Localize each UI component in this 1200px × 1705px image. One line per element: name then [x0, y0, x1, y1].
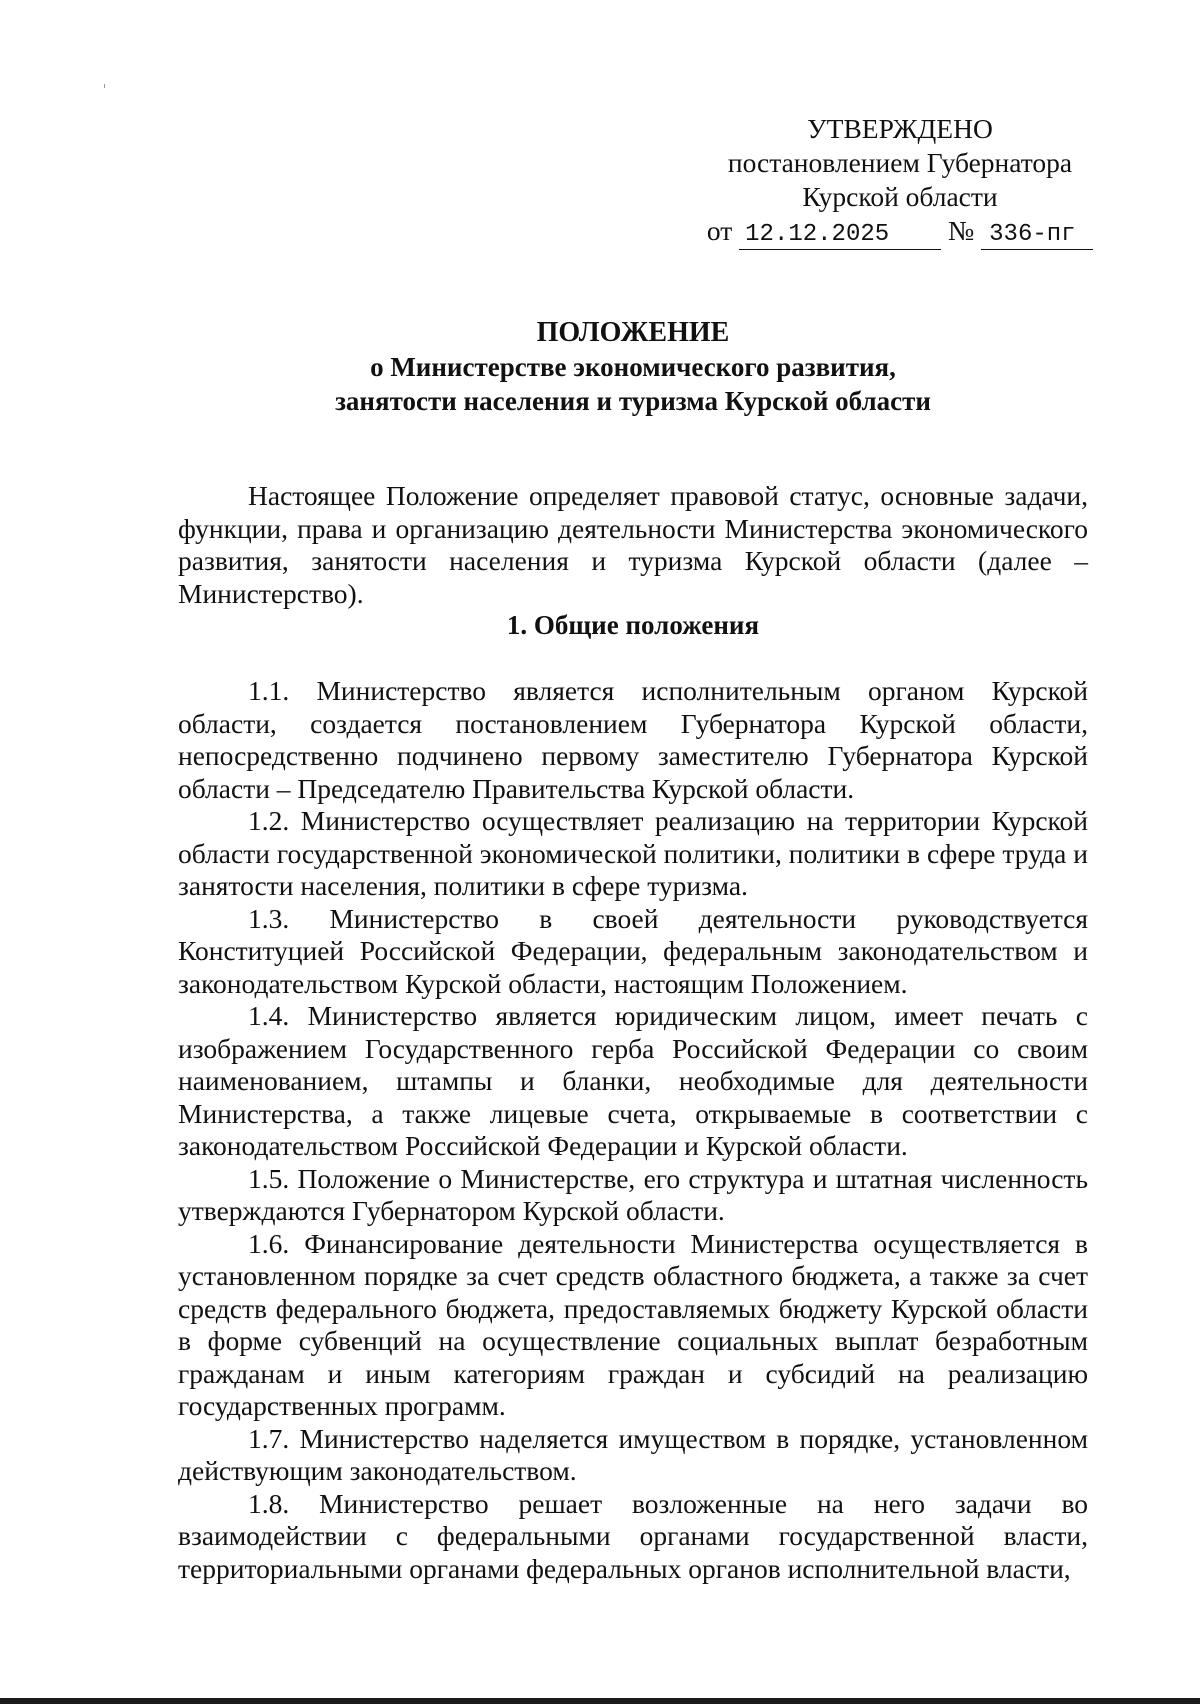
approval-line-2: Курской области	[802, 181, 998, 212]
document-title	[178, 316, 1088, 418]
point-1-8: 1.8. Министерство решает возложенные на него задачи во взаимодействии с федеральными органами государственной власти, территориальными органами федеральных органов исполнительной власти,	[178, 1487, 1088, 1584]
title-line-1: о Министерстве экономического развития,	[370, 352, 896, 382]
point-1-5: 1.5. Положение о Министерстве, его структура и штатная численность утверждаются Губернатором Курской области.	[178, 1162, 1088, 1226]
point-1-3: 1.3. Министерство в своей деятельности руководствуется Конституцией Российской Федерации, федеральным законодательством и законодательством Курской области, настоящим Положением.	[178, 902, 1088, 999]
intro-paragraph-block	[178, 480, 1088, 610]
approval-date-line	[690, 214, 1110, 250]
date-prefix: от	[706, 215, 733, 246]
intro-paragraph: Настоящее Положение определяет правовой статус, основные задачи, функции, права и организацию деятельности Министерства экономического развития, занятости населения и туризма Курской области (далее – Министерство).	[178, 480, 1088, 609]
point-1-4: 1.4. Министерство является юридическим лицом, имеет печать с изображением Государственного герба Российской Федерации со своим наименованием, штампы и бланки, необходимые для деятельности Министерства, а также лицевые счета, открываемые в соответствии с законодательством Российской Федерации и Курской области.	[178, 1000, 1088, 1161]
point-1-2: 1.2. Министерство осуществляет реализацию на территории Курской области государственной экономической политики, политики в сфере труда и занятости населения, политики в сфере туризма.	[178, 805, 1088, 901]
approval-number: 336-пг	[981, 221, 1093, 250]
section-heading: 1. Общие положения	[506, 610, 760, 640]
approval-heading: УТВЕРЖДЕНО	[807, 113, 993, 144]
approval-stamp-block	[690, 112, 1110, 250]
point-1-1: 1.1. Министерство является исполнительным органом Курской области, создается постановлением Губернатора Курской области, непосредственно подчинено первому заместителю Губернатора Курской области – Председателю Правительства Курской области.	[178, 675, 1088, 804]
title-main: ПОЛОЖЕНИЕ	[536, 317, 730, 348]
approval-line-1: постановлением Губернатора	[727, 147, 1073, 178]
title-line-2: занятости населения и туризма Курской области	[335, 386, 931, 416]
section-points	[178, 675, 1088, 1585]
point-1-6: 1.6. Финансирование деятельности Министерства осуществляется в установленном порядке за счет средств областного бюджета, а также за счет средств федерального бюджета, предоставляемых бюджету Курской области в форме субвенций на осуществление социальных выплат безработным гражданам и иным категориям граждан и субсидий на реализацию государственных программ.	[178, 1227, 1088, 1421]
scan-mark	[104, 84, 105, 88]
scan-bottom-edge	[0, 1698, 1200, 1704]
approval-date: 12.12.2025	[739, 221, 941, 250]
point-1-7: 1.7. Министерство наделяется имуществом в порядке, установленном действующим законодательством.	[178, 1422, 1088, 1486]
number-prefix: №	[948, 215, 975, 246]
